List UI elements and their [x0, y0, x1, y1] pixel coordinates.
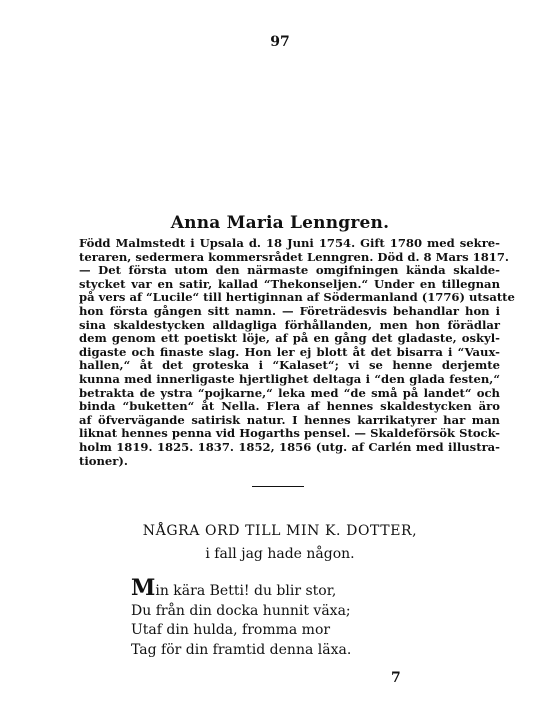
bio-line: stycket var en satir, kallad “Thekonseljen.“ Under en tillegnan [79, 276, 500, 291]
poem-line [131, 575, 351, 602]
signature-mark: 7 [391, 670, 401, 686]
page-number: 97 [270, 34, 290, 50]
bio-line: digaste och finaste slag. Hon ler ej blott åt det bisarra i “Vaux- [79, 344, 500, 359]
poem-stanza [131, 575, 352, 660]
bio-line: hallen,“ åt det groteska i “Kalaset“; vi se henne derjemte [79, 358, 500, 373]
section-divider [252, 486, 304, 487]
bio-line: betrakta de ystra “pojkarne,“ leka med “de små på landet“ och [79, 385, 500, 400]
poem-line: Utaf din hulda, fromma mor [131, 622, 331, 638]
poem-line-text: in kära Betti! du blir stor, [155, 583, 337, 599]
bio-line: tioner). [79, 453, 128, 468]
poem-subtitle: i fall jag hade någon. [205, 546, 355, 562]
poem-title: NÅGRA ORD TILL MIN K. DOTTER, [142, 523, 418, 539]
bio-line: hon första gången sitt namn. — Företrädesvis behandlar hon i [79, 303, 500, 318]
bio-line: binda “buketten“ åt Nella. Flera af hennes skaldestycken äro [79, 399, 500, 414]
page-title: Anna Maria Lenngren. [170, 213, 390, 233]
bio-line: dem genom ett poetiskt löje, af på en gång det gladaste, oskyl- [79, 331, 500, 346]
bio-line: liknat hennes penna vid Hogarths pensel. — Skaldeförsök Stock- [79, 426, 500, 441]
poem-line: Tag för din framtid denna läxa. [131, 641, 352, 658]
bio-line: holm 1819. 1825. 1837. 1852, 1856 (utg. af Carlén med illustra- [79, 439, 500, 454]
drop-initial: M [131, 575, 156, 601]
biography-paragraph [79, 236, 515, 468]
bio-line: teraren, sedermera kommersrådet Lenngren. Död d. 8 Mars 1817. [79, 249, 509, 264]
bio-line: på vers af “Lucile“ till hertiginnan af Södermanland (1776) utsatte [79, 290, 515, 305]
bio-line: Född Malmstedt i Upsala d. 18 Juni 1754. Gift 1780 med sekre- [79, 236, 500, 250]
poem-line: Du från din docka hunnit växa; [131, 602, 351, 619]
bio-line: sina skaldestycken alldagliga förhållanden, men hon förädlar [79, 317, 500, 332]
bio-line: kunna med innerligaste hjertlighet deltaga i “den glada festen,“ [79, 371, 500, 386]
bio-line: af öfvervägande satirisk natur. I hennes karrikatyrer har man [79, 412, 500, 427]
bio-line: — Det första utom den närmaste omgifningen kända skalde- [79, 263, 500, 278]
